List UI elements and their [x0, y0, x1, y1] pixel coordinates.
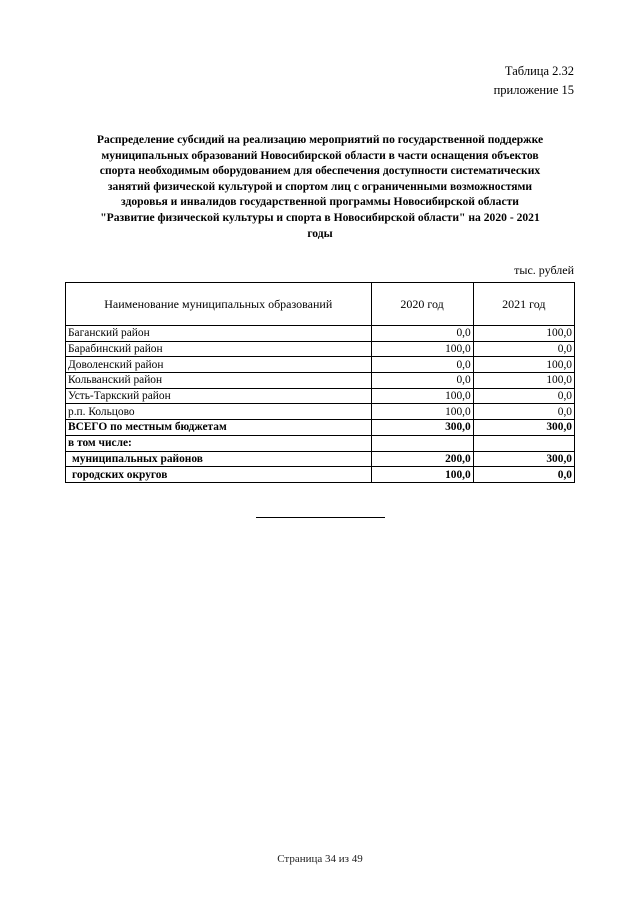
empty-cell [473, 435, 574, 451]
value-2021: 0,0 [473, 341, 574, 357]
value-2020: 0,0 [371, 326, 473, 342]
appendix-label: приложение 15 [493, 83, 574, 97]
document-title [62, 132, 578, 241]
table-row [66, 373, 575, 389]
table-row [66, 326, 575, 342]
subtotal-2021: 0,0 [473, 467, 574, 483]
separator-line [256, 517, 385, 518]
table-row [66, 404, 575, 420]
subsidy-table [65, 282, 575, 483]
table-row [66, 388, 575, 404]
column-header-municipality: Наименование муниципальных образований [66, 283, 372, 326]
municipality-name: Баганский район [66, 326, 372, 342]
municipality-name: Барабинский район [66, 341, 372, 357]
value-2021: 100,0 [473, 373, 574, 389]
units-label: тыс. рублей [514, 263, 574, 277]
title-line: здоровья и инвалидов государственной программы Новосибирской области [121, 195, 519, 209]
value-2020: 100,0 [371, 404, 473, 420]
value-2020: 0,0 [371, 373, 473, 389]
value-2021: 100,0 [473, 326, 574, 342]
title-line: Распределение субсидий на реализацию мероприятий по государственной поддержке [96, 133, 544, 146]
municipality-name: р.п. Кольцово [66, 404, 372, 420]
table-number-label: Таблица 2.32 [504, 64, 574, 78]
column-header-2020: 2020 год [371, 283, 473, 326]
municipality-name: Кольванский район [66, 373, 372, 389]
subtotal-2021: 300,0 [473, 451, 574, 467]
table-row [66, 357, 575, 373]
total-row [66, 420, 575, 436]
title-line: занятий физической культурой и спортом лиц с ограниченными возможностями [107, 179, 533, 193]
value-2020: 100,0 [371, 388, 473, 404]
total-2020: 300,0 [371, 420, 473, 436]
table-header-row [66, 283, 575, 326]
column-header-2021: 2021 год [473, 283, 574, 326]
value-2021: 0,0 [473, 404, 574, 420]
value-2020: 100,0 [371, 341, 473, 357]
subtotal-2020: 200,0 [371, 451, 473, 467]
subtotal-row [66, 451, 575, 467]
value-2021: 0,0 [473, 388, 574, 404]
municipality-name: Доволенский район [66, 357, 372, 373]
page-number: Страница 34 из 49 [277, 853, 363, 865]
title-line: муниципальных образований Новосибирской области в части оснащения объектов [101, 148, 539, 162]
municipality-name: Усть-Таркский район [66, 388, 372, 404]
title-line: спорта необходимым оборудованием для обеспечения доступности систематических [99, 164, 541, 178]
including-label: в том числе: [66, 435, 372, 451]
value-2020: 0,0 [371, 357, 473, 373]
table-row [66, 341, 575, 357]
including-row [66, 435, 575, 451]
total-2021: 300,0 [473, 420, 574, 436]
subtotal-label: муниципальных районов [66, 451, 372, 467]
subtotal-2020: 100,0 [371, 467, 473, 483]
title-line: годы [307, 226, 333, 240]
subtotal-row [66, 467, 575, 483]
title-line: "Развитие физической культуры и спорта в Новосибирской области" на 2020 - 2021 [100, 210, 540, 224]
subtotal-label: городских округов [66, 467, 372, 483]
total-label: ВСЕГО по местным бюджетам [66, 420, 372, 436]
value-2021: 100,0 [473, 357, 574, 373]
empty-cell [371, 435, 473, 451]
